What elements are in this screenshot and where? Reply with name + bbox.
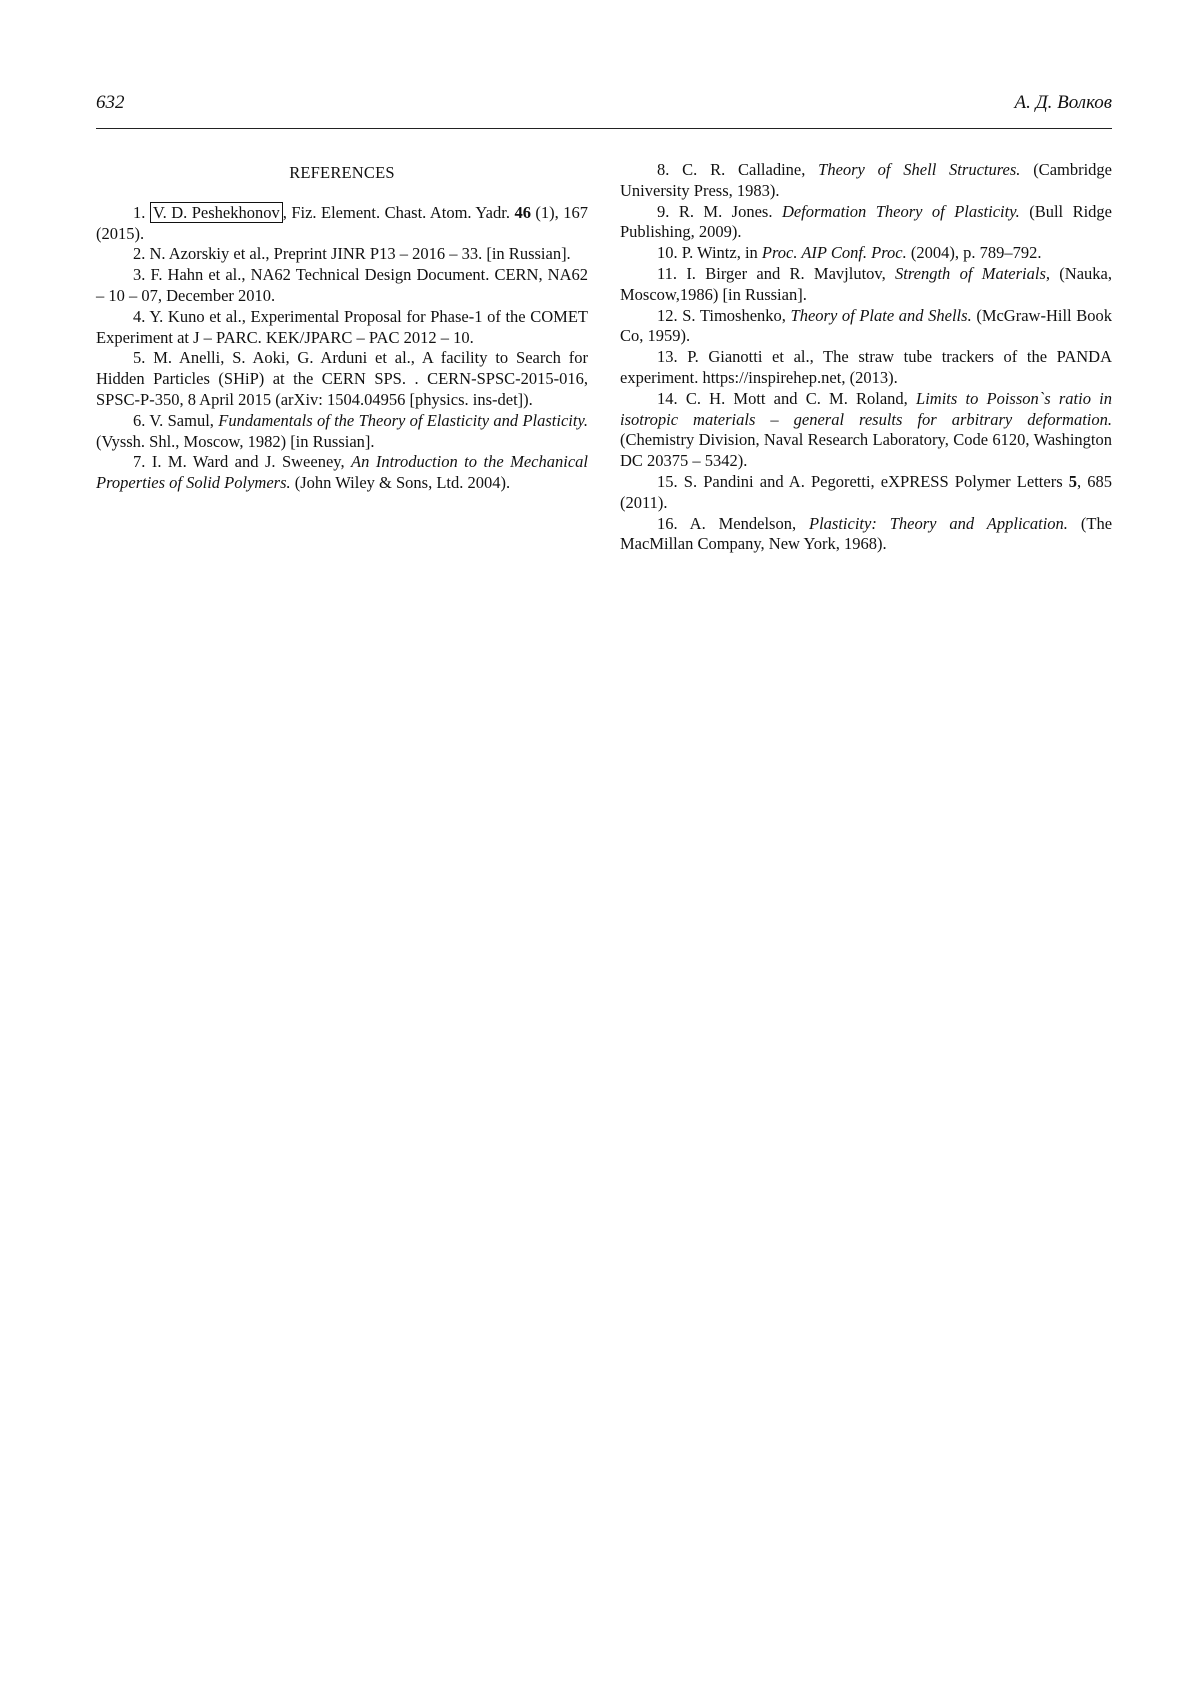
reference-3: 3. F. Hahn et al., NA62 Technical Design Document. CERN, NA62 – 10 – 07, December 2010. (96, 265, 588, 305)
reference-2: 2. N. Azorskiy et al., Preprint JINR P13 – 2016 – 33. [in Russian]. (133, 244, 571, 264)
reference-7: 7. I. M. Ward and J. Sweeney, An Introduction to the Mechanical Properties of Solid Polymers. (John Wiley & Sons, Ltd. 2004). (96, 452, 588, 493)
references-column-right (620, 160, 1112, 555)
reference-10: 10. P. Wintz, in Proc. AIP Conf. Proc. (2004), p. 789–792. (657, 243, 1042, 263)
reference-11: 11. I. Birger and R. Mavjlutov, Strength of Materials, (Nauka, Moscow,1986) [in Russian]. (620, 263, 1112, 304)
reference-8: 8. C. R. Calladine, Theory of Shell Structures. (Cambridge University Press, 1983). (620, 160, 1112, 200)
references-heading: REFERENCES (289, 163, 395, 182)
reference-6: 6. V. Samul, Fundamentals of the Theory of Elasticity and Plasticity. (Vyssh. Shl., Moscow, 1982) [in Russian]. (96, 410, 588, 451)
reference-5: 5. M. Anelli, S. Aoki, G. Arduni et al., A facility to Search for Hidden Particles (SHiP) at the CERN SPS. . CERN-SPSC-2015-016, SPSC-P-350, 8 April 2015 (arXiv: 1504.04956 [physics. ins-det]). (96, 348, 589, 409)
reference-12: 12. S. Timoshenko, Theory of Plate and Shells. (McGraw-Hill Book Co, 1959). (620, 305, 1112, 346)
references-column-left (96, 160, 588, 494)
page-number: 632 (96, 92, 125, 113)
reference-1: 1. V. D. Peshekhonov , Fiz. Element. Chast. Atom. Yadr. 46 (1), 167 (2015). (96, 202, 588, 243)
running-author: А. Д. Волков (1014, 92, 1112, 113)
reference-9: 9. R. M. Jones. Deformation Theory of Plasticity. (Bull Ridge Publishing, 2009). (620, 201, 1112, 242)
running-header (96, 88, 1112, 129)
reference-16: 16. A. Mendelson, Plasticity: Theory and Application. (The MacMillan Company, New York, 1968). (620, 513, 1113, 554)
reference-15: 15. S. Pandini and A. Pegoretti, eXPRESS Polymer Letters 5, 685 (2011). (620, 471, 1113, 512)
reference-14: 14. C. H. Mott and C. M. Roland, Limits to Poisson`s ratio in isotropic materials – general results for arbitrary deformation. (Chemistry Division, Naval Research Laboratory, Code 6120, Washington DC 20375 – 5342). (620, 388, 1112, 471)
reference-4: 4. Y. Kuno et al., Experimental Proposal for Phase-1 of the COMET Experiment at J – PARC. KEK/JPARC – PAC 2012 – 10. (96, 306, 588, 347)
reference-13: 13. P. Gianotti et al., The straw tube trackers of the PANDA experiment. https://inspirehep.net, (2013). (620, 347, 1113, 387)
reference-1-author-box: V. D. Peshekhonov (150, 202, 283, 223)
